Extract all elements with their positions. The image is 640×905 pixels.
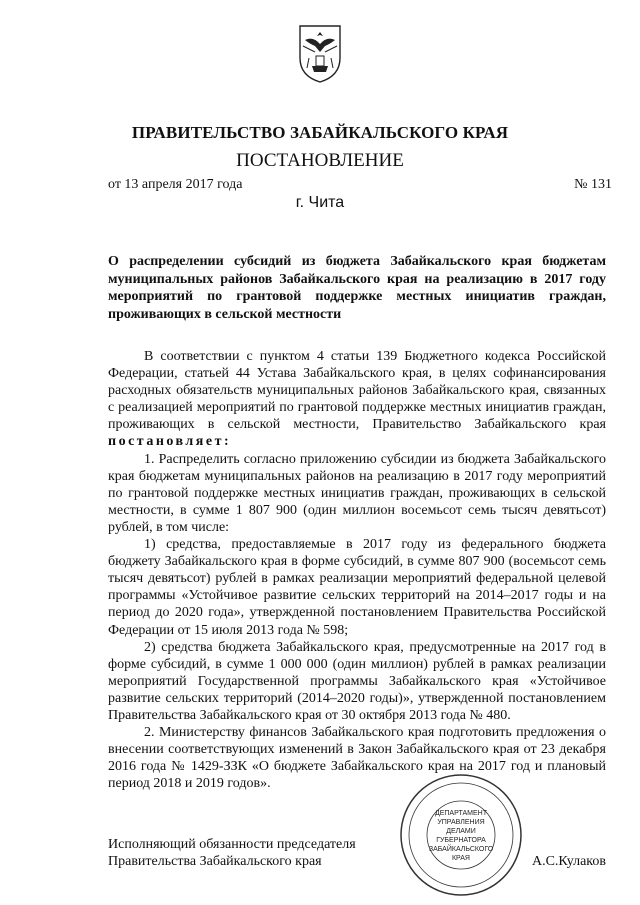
document-date: от 13 апреля 2017 года xyxy=(108,177,243,192)
signer-position-line-1: Исполняющий обязанности председателя xyxy=(108,837,356,852)
clause-1-2: 2) средства бюджета Забайкальского края, предусмотренные на 2017 год в форме субсидий, в сумме 1 000 000 (один миллион) рублей в рамках реализации мероприятий Государственной программы Забайкальского края «Устойчивое развитие сельских территорий (2014–2020 годы)», утвержденной постановлением Правительства Забайкальского края от 30 октября 2013 года № 480. xyxy=(108,639,606,723)
signer-position-line-2: Правительства Забайкальского края xyxy=(108,854,322,869)
stamp-line: ЗАБАЙКАЛЬСКОГО xyxy=(428,846,494,853)
government-name: ПРАВИТЕЛЬСТВО ЗАБАЙКАЛЬСКОГО КРАЯ xyxy=(131,123,509,142)
intro-paragraph: В соответствии с пунктом 4 статьи 139 Бюджетного кодекса Российской Федерации, статьей 44 Устава Забайкальского края, в целях софинансирования расходных обязательств муниципальных районов Забайкальского края, связанных с реализацией мероприятий по грантовой поддержке местных инициатив граждан, проживающих в сельской местности, Правительство Забайкальского края постановляет: xyxy=(108,349,606,450)
official-stamp xyxy=(398,772,524,898)
stamp-line: УПРАВЛЕНИЯ xyxy=(437,819,485,826)
document-type: ПОСТАНОВЛЕНИЕ xyxy=(236,150,404,171)
document-title: О распределении субсидий из бюджета Забайкальского края бюджетам муниципальных районов Забайкальского края на реализацию в 2017 году мероприятий по грантовой поддержке местных инициатив граждан, проживающих в сельской местности xyxy=(108,254,606,322)
document-body xyxy=(108,348,606,792)
stamp-line: ДЕЛАМИ xyxy=(446,828,476,835)
stamp-line: ГУБЕРНАТОРА xyxy=(436,837,486,844)
resolution-keyword: постановляет: xyxy=(108,434,232,450)
clause-1-1: 1) средства, предоставляемые в 2017 году из федерального бюджета бюджету Забайкальского края в форме субсидий, в сумме 807 900 (восемьсот семь тысяч девятьсот) рублей в рамках реализации мероприятий федеральной целевой программы «Устойчивое развитие сельских территорий на 2014–2017 годы и на период до 2020 года», утвержденной постановлением Правительства Российской Федерации от 15 июля 2013 года № 598; xyxy=(108,537,606,638)
stamp-line: ДЕПАРТАМЕНТ xyxy=(434,810,488,817)
signer-name: А.С.Кулаков xyxy=(531,854,606,869)
document-number: № 131 xyxy=(574,177,612,192)
clause-1: 1. Распределить согласно приложению субсидии из бюджета Забайкальского края бюджетам муниципальных районов на реализацию в 2017 году мероприятий по грантовой поддержке местных инициатив граждан, проживающих в сельской местности, в сумме 1 807 900 (один миллион восемьсот семь тысяч девятьсот) рублей, в том числе: xyxy=(108,451,606,535)
coat-of-arms-icon xyxy=(297,22,343,84)
document-city: г. Чита xyxy=(295,194,345,211)
stamp-line: КРАЯ xyxy=(451,855,471,862)
signature-block xyxy=(108,836,606,870)
clause-2: 2. Министерству финансов Забайкальского края подготовить предложения о внесении соответствующих изменений в Закон Забайкальского края от 23 декабря 2016 года № 1429-ЗЗК «О бюджете Забайкальского края на 2017 год и плановый период 2018 и 2019 годов». xyxy=(108,725,606,792)
